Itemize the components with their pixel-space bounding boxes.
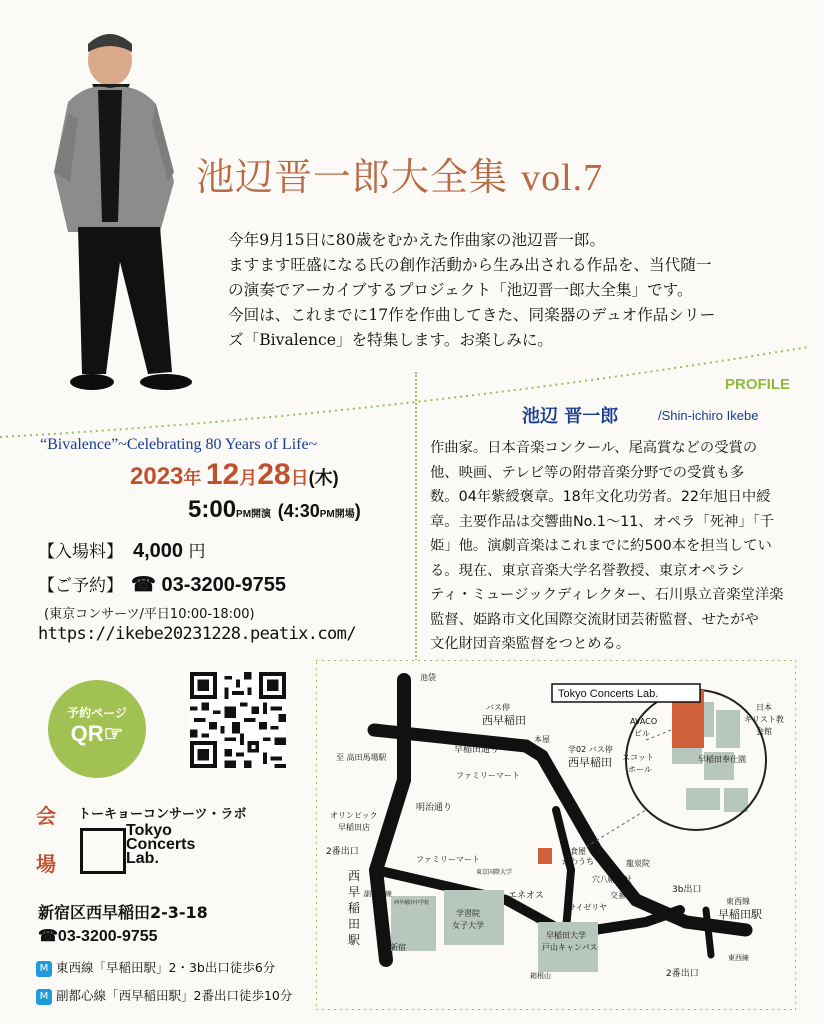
date-weekday: (木) <box>308 468 339 488</box>
map-label: かわうち <box>562 857 594 866</box>
map-label: サイゼリヤ <box>568 903 608 912</box>
intro-text <box>228 228 808 353</box>
date-month-unit: 月 <box>239 468 258 488</box>
map-label: 会館 <box>756 727 772 736</box>
venue-kanji1: 会 <box>36 804 56 828</box>
profile-line: る。現在、東京音楽大学名誉教授、東京オペラシ <box>430 562 745 579</box>
qr-code[interactable] <box>190 672 286 768</box>
intro-line: の演奏でアーカイブするプロジェクト「池辺晋一郎大全集」です。 <box>228 281 693 299</box>
fee-unit: 円 <box>188 542 206 562</box>
map-label: 学習院 <box>456 909 480 918</box>
profile-line: 文化財団音楽監督をつとめる。 <box>430 636 631 652</box>
map-label: 日本 <box>756 703 772 712</box>
qr-badge-line2: QR☞ <box>70 721 124 746</box>
map-label: 2番出口 <box>666 969 699 979</box>
venue-logo-square <box>80 828 126 874</box>
map-label: 早稲田奉仕園 <box>698 755 746 764</box>
map-label: 龍泉院 <box>626 859 650 868</box>
title-vol: vol.7 <box>521 157 604 199</box>
divider-vertical <box>415 372 417 668</box>
map-label: 居食屋 <box>562 847 586 856</box>
access-line: 副都心線「西早稲田駅」2番出口徒歩10分 <box>56 988 293 1003</box>
start-label: 開演 <box>251 509 272 520</box>
map-label: 早 <box>348 885 361 899</box>
venue-name: トーキョーコンサーツ・ラボ <box>78 807 247 822</box>
map-label: 本屋 <box>534 735 550 744</box>
intro-line: ますます旺盛になる氏の創作活動から生み出される作品を、当代随一 <box>228 256 712 274</box>
close-paren: ) <box>354 501 361 521</box>
map-label: 早稲田駅 <box>718 908 762 921</box>
map-label: 西 <box>348 869 361 883</box>
profile-line: 監督、姫路市文化国際交流財団芸術監督、せたがや <box>430 611 759 628</box>
access-fukutoshin <box>36 986 292 1005</box>
office-hours: (東京コンサーツ/平日10:00-18:00) <box>44 607 255 622</box>
doors-time: 4:30 <box>283 501 320 521</box>
access-line: 東西線「早稲田駅」2・3b出口徒歩6分 <box>56 960 276 975</box>
intro-line: ズ「Bivalence」を特集します。お楽しみに。 <box>228 331 554 349</box>
map-label: 2番出口 <box>326 847 359 857</box>
map-lab-label: Tokyo Concerts Lab. <box>558 688 659 700</box>
intro-line: 今年9月15日に80歳をむかえた作曲家の池辺晋一郎。 <box>228 231 606 249</box>
map-label: 早稲田通り <box>454 745 500 755</box>
start-pm: PM <box>236 509 252 520</box>
map-label: 西早稲田 <box>482 714 526 727</box>
map-label: 新宿 <box>390 943 406 952</box>
profile-line: 数。04年紫綬褒章。18年文化功労者。22年旭日中綬 <box>430 489 771 505</box>
profile-body <box>430 436 810 657</box>
map-label: 早稲田店 <box>338 823 370 832</box>
map-label: 戸山キャンパス <box>542 943 598 952</box>
profile-name-en: /Shin-ichiro Ikebe <box>658 408 759 423</box>
venue-kanji2: 場 <box>36 852 56 876</box>
map-label: 交番 <box>610 891 626 900</box>
map-label: キリスト教 <box>744 715 784 724</box>
doors-pm: PM <box>319 509 335 520</box>
map-label: 池袋 <box>420 673 436 682</box>
map-label: 駅 <box>348 933 361 947</box>
concert-time <box>188 496 361 524</box>
fee-label: 【入場料】 <box>38 542 123 562</box>
map-label: エネオス <box>508 891 544 901</box>
profile-line: 章。主要作品は交響曲No.1〜11、オペラ「死神」「千 <box>430 513 775 530</box>
map-label: 西早稲田 <box>568 756 612 769</box>
venue-address: 新宿区西早稲田2-3-18 <box>38 903 208 922</box>
access-tozai <box>36 958 275 977</box>
metro-icon: M <box>36 989 52 1005</box>
ticket-url-link[interactable]: https://ikebe20231228.peatix.com/ <box>38 624 356 644</box>
title-main: 池辺晋一郎大全集 <box>196 155 509 199</box>
metro-icon: M <box>36 961 52 977</box>
venue-phone[interactable]: ☎03-3200-9755 <box>38 928 158 945</box>
date-year: 2023 <box>130 463 184 490</box>
venue-logo-text <box>126 824 195 866</box>
map-label: 明治通り <box>416 803 453 813</box>
map-label: スコット <box>622 753 654 762</box>
map-label: ビル <box>634 729 650 738</box>
profile-line: 姫」他。演劇音楽はこれまでに約500本を担当してい <box>430 538 772 554</box>
map-label: 穴八幡神社 <box>592 875 632 884</box>
map-label: 東西線 <box>726 897 750 906</box>
concert-subtitle: “Bivalence”~Celebrating 80 Years of Life~ <box>40 436 318 453</box>
map-label: ファミリーマート <box>456 771 520 780</box>
profile-line: 作曲家。日本音楽コンクール、尾高賞などの受賞の <box>430 440 758 456</box>
access-map <box>316 660 796 1010</box>
map-label: 副都心線 <box>364 890 392 898</box>
phone-link[interactable]: ☎ 03-3200-9755 <box>131 574 287 596</box>
map-label: 東京国際大学 <box>476 869 513 876</box>
map-label: 東西線 <box>728 954 749 962</box>
map-label: オリンピック <box>330 811 378 820</box>
start-time: 5:00 <box>188 496 237 523</box>
fee-value: 4,000 <box>133 540 184 562</box>
doors-label: 開場 <box>334 509 355 520</box>
map-label: 箱根山 <box>530 972 551 980</box>
logo-line: Tokyo <box>126 822 172 839</box>
logo-line: Lab. <box>126 850 159 867</box>
map-label: 至 高田馬場駅 <box>336 753 387 762</box>
concert-date <box>130 458 339 492</box>
date-day-unit: 日 <box>290 468 309 488</box>
map-label: 西早稲田中学校 <box>394 900 430 906</box>
map-label: 田 <box>348 917 361 931</box>
map-label: AVACO <box>630 717 658 726</box>
date-day: 28 <box>257 458 291 491</box>
date-year-unit: 年 <box>183 468 202 488</box>
map-label: 稲 <box>348 901 361 915</box>
reserve-label: 【ご予約】 <box>38 576 123 596</box>
intro-line: 今回は、これまでに17作を作曲してきた、同楽器のデュオ作品シリー <box>228 306 716 324</box>
profile-line: 他、映画、テレビ等の附帯音楽分野での受賞も多 <box>430 464 745 481</box>
date-month: 12 <box>205 458 240 491</box>
map-label: 早稲田大学 <box>546 931 586 940</box>
profile-name: 池辺 晋一郎 <box>522 406 619 427</box>
logo-line: Concerts <box>126 836 196 853</box>
reservation <box>38 571 286 597</box>
profile-line: ティ・ミュージックディレクター、石川県立音楽堂洋楽 <box>430 587 784 603</box>
map-label: バス停 <box>486 703 510 712</box>
open-paren: ( <box>277 501 284 521</box>
admission-fee <box>38 537 205 563</box>
qr-badge <box>48 680 146 778</box>
profile-heading: PROFILE <box>724 376 790 393</box>
map-label: 3b出口 <box>672 885 702 895</box>
qr-badge-line1: 予約ページ <box>67 706 127 720</box>
map-label: 学02 バス停 <box>568 745 613 754</box>
page-title <box>196 146 603 201</box>
map-label: ホール <box>628 765 652 774</box>
map-label: ファミリーマート <box>416 855 480 864</box>
map-label: 女子大学 <box>452 921 484 930</box>
